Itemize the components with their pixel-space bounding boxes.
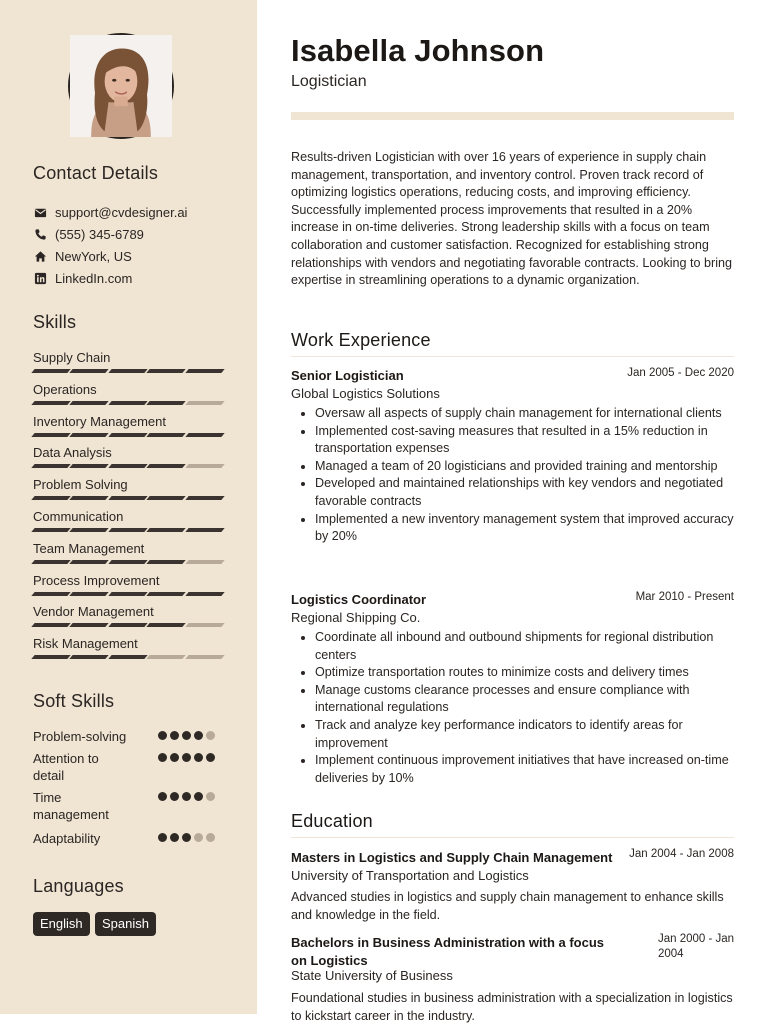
- rating-dot: [158, 833, 167, 842]
- rating-dot: [206, 753, 215, 762]
- skill-item: [33, 444, 223, 468]
- language-badge: English: [33, 912, 90, 936]
- skill-level-segment: [31, 369, 71, 373]
- skill-item: [33, 476, 223, 500]
- skill-level-segment: [147, 464, 187, 468]
- skill-level-segment: [185, 433, 225, 437]
- job-bullets: [291, 629, 736, 787]
- list-item: Implement continuous improvement initiatives that have increased on-time deliveries by 10%: [291, 752, 736, 787]
- skill-level-segment: [185, 401, 225, 405]
- skill-name: Problem Solving: [33, 477, 128, 492]
- main-content: [257, 0, 768, 1023]
- rating-dot: [170, 792, 179, 801]
- education-description: Advanced studies in logistics and supply chain management to enhance skills and knowledge in the field.: [291, 890, 724, 922]
- skill-level-segment: [31, 464, 71, 468]
- skill-level-bars: [33, 496, 223, 500]
- list-item: Managed a team of 20 logisticians and provided training and mentorship: [291, 458, 736, 476]
- skill-level-segment: [185, 655, 225, 659]
- school-name: State University of Business: [291, 968, 453, 983]
- contact-heading: Contact Details: [33, 163, 159, 183]
- rating-dot: [206, 731, 215, 740]
- skill-level-segment: [31, 655, 71, 659]
- language-badge: Spanish: [95, 912, 156, 936]
- skill-level-segment: [70, 464, 110, 468]
- skill-level-segment: [185, 623, 225, 627]
- rating-dot: [194, 833, 203, 842]
- skill-level-segment: [108, 369, 148, 373]
- skill-level-segment: [147, 623, 187, 627]
- rating-dot: [182, 753, 191, 762]
- skill-name: Operations: [33, 382, 97, 397]
- skill-item: [33, 635, 223, 659]
- skill-level-segment: [147, 401, 187, 405]
- skill-level-segment: [147, 496, 187, 500]
- skill-level-segment: [108, 623, 148, 627]
- skill-level-segment: [31, 401, 71, 405]
- rating-dot: [194, 792, 203, 801]
- soft-skill-item: [33, 789, 223, 823]
- skill-level-segment: [31, 560, 71, 564]
- skill-level-segment: [147, 592, 187, 596]
- soft-skill-name: Problem-solving: [33, 729, 127, 744]
- skill-level-segment: [185, 592, 225, 596]
- degree-title: Masters in Logistics and Supply Chain Management: [291, 850, 613, 865]
- skill-level-segment: [185, 369, 225, 373]
- skill-item: [33, 349, 223, 373]
- skill-level-segment: [108, 592, 148, 596]
- work-experience-heading: Work Experience: [291, 330, 431, 350]
- skill-level-segment: [31, 496, 71, 500]
- list-item: Coordinate all inbound and outbound shipments for regional distribution centers: [291, 629, 736, 664]
- skill-level-segment: [70, 528, 110, 532]
- soft-skill-name: Attention to detail: [33, 751, 99, 783]
- skill-name: Communication: [33, 509, 124, 524]
- list-item: Oversaw all aspects of supply chain management for international clients: [291, 405, 736, 423]
- skill-level-segment: [70, 496, 110, 500]
- contact-location-text: NewYork, US: [55, 248, 132, 264]
- skill-item: [33, 381, 223, 405]
- soft-skill-name: Time management: [33, 790, 109, 822]
- skill-level-bars: [33, 560, 223, 564]
- skill-item: [33, 572, 223, 596]
- contact-linkedin-text: LinkedIn.com: [55, 270, 133, 286]
- skill-level-bars: [33, 623, 223, 627]
- rating-dot: [158, 731, 167, 740]
- candidate-name: Isabella Johnson: [291, 33, 545, 68]
- skill-level-segment: [31, 433, 71, 437]
- skill-level-segment: [147, 528, 187, 532]
- avatar-portrait: [70, 35, 172, 137]
- skill-level-segment: [70, 369, 110, 373]
- list-item: Developed and maintained relationships with key vendors and negotiated favorable contracts: [291, 475, 736, 510]
- contact-phone-text: (555) 345-6789: [55, 226, 144, 242]
- soft-skill-dots: [158, 833, 215, 842]
- education-dates: Jan 2000 - Jan 2004: [658, 933, 735, 960]
- home-icon: [33, 249, 47, 263]
- rating-dot: [194, 753, 203, 762]
- skill-level-segment: [70, 592, 110, 596]
- soft-skills-heading: Soft Skills: [33, 691, 115, 711]
- degree-title: Bachelors in Business Administration with a focus on Logistics: [291, 935, 605, 968]
- list-item: Implemented cost-saving measures that resulted in a 15% reduction in transportation expenses: [291, 423, 736, 458]
- section-divider: [291, 356, 734, 357]
- rating-dot: [194, 731, 203, 740]
- candidate-role: Logistician: [291, 73, 367, 90]
- rating-dot: [170, 731, 179, 740]
- education-heading: Education: [291, 811, 373, 831]
- rating-dot: [206, 792, 215, 801]
- rating-dot: [206, 833, 215, 842]
- skill-level-bars: [33, 369, 223, 373]
- list-item: Implemented a new inventory management system that improved accuracy by 20%: [291, 511, 736, 546]
- job-bullets: [291, 405, 736, 546]
- skill-level-bars: [33, 464, 223, 468]
- rating-dot: [182, 833, 191, 842]
- skill-item: [33, 540, 223, 564]
- skill-name: Data Analysis: [33, 445, 112, 460]
- section-divider: [291, 837, 734, 838]
- skill-level-segment: [108, 655, 148, 659]
- skill-level-segment: [70, 401, 110, 405]
- job-title: Logistics Coordinator: [291, 592, 427, 607]
- job-company: Regional Shipping Co.: [291, 610, 421, 625]
- skill-level-segment: [70, 623, 110, 627]
- accent-divider: [291, 112, 734, 120]
- soft-skill-dots: [158, 792, 215, 801]
- soft-skill-dots: [158, 731, 215, 740]
- profile-photo: [68, 33, 174, 139]
- skill-level-bars: [33, 655, 223, 659]
- contact-location: [33, 247, 132, 265]
- rating-dot: [158, 753, 167, 762]
- phone-icon: [33, 227, 47, 241]
- skill-name: Team Management: [33, 541, 145, 556]
- education-dates: Jan 2004 - Jan 2008: [629, 848, 734, 860]
- linkedin-icon: [33, 271, 47, 285]
- skill-level-bars: [33, 433, 223, 437]
- skill-name: Vendor Management: [33, 604, 154, 619]
- languages-heading: Languages: [33, 876, 124, 896]
- soft-skill-item: [33, 728, 223, 745]
- contact-linkedin[interactable]: [33, 269, 132, 287]
- contact-phone[interactable]: [33, 225, 144, 243]
- school-name: University of Transportation and Logistics: [291, 868, 529, 883]
- job-dates: Jan 2005 - Dec 2020: [627, 367, 734, 379]
- list-item: Track and analyze key performance indicators to identify areas for improvement: [291, 717, 736, 752]
- job-dates: Mar 2010 - Present: [635, 591, 734, 603]
- skill-level-segment: [108, 560, 148, 564]
- skill-name: Process Improvement: [33, 573, 160, 588]
- skill-level-segment: [185, 528, 225, 532]
- job-company: Global Logistics Solutions: [291, 386, 440, 401]
- skill-level-segment: [147, 655, 187, 659]
- skill-level-segment: [185, 496, 225, 500]
- skill-level-segment: [31, 528, 71, 532]
- skill-name: Inventory Management: [33, 414, 166, 429]
- skill-level-segment: [108, 401, 148, 405]
- skill-level-segment: [70, 560, 110, 564]
- skill-level-segment: [185, 464, 225, 468]
- rating-dot: [182, 731, 191, 740]
- skill-level-segment: [31, 592, 71, 596]
- skill-item: [33, 413, 223, 437]
- job-title: Senior Logistician: [291, 368, 404, 383]
- skill-level-bars: [33, 528, 223, 532]
- skill-level-bars: [33, 401, 223, 405]
- skill-level-segment: [185, 560, 225, 564]
- soft-skill-item: [33, 830, 223, 847]
- skill-level-segment: [147, 560, 187, 564]
- skill-item: [33, 603, 223, 627]
- soft-skill-name: Adaptability: [33, 831, 101, 846]
- skill-level-segment: [70, 655, 110, 659]
- skill-level-segment: [147, 433, 187, 437]
- skill-name: Supply Chain: [33, 350, 111, 365]
- rating-dot: [182, 792, 191, 801]
- skill-level-segment: [31, 623, 71, 627]
- skill-level-segment: [108, 433, 148, 437]
- rating-dot: [170, 753, 179, 762]
- skill-level-segment: [108, 528, 148, 532]
- rating-dot: [158, 792, 167, 801]
- skill-level-segment: [108, 464, 148, 468]
- skill-level-segment: [108, 496, 148, 500]
- soft-skill-item: [33, 750, 223, 784]
- skill-level-bars: [33, 592, 223, 596]
- rating-dot: [170, 833, 179, 842]
- envelope-icon: [33, 205, 47, 219]
- skill-level-segment: [70, 433, 110, 437]
- skill-item: [33, 508, 223, 532]
- sidebar: [0, 0, 257, 1014]
- contact-email[interactable]: [33, 203, 187, 221]
- education-description: Foundational studies in business administration with a specialization in logistics to kickstart career in the industry.: [291, 991, 733, 1023]
- soft-skill-dots: [158, 753, 215, 762]
- profile-summary: Results-driven Logistician with over 16 years of experience in supply chain management, transportation, and inventory control. Proven track record of optimizing logistics operations, reducing costs, and improving efficiency. Successfully implemented process improvements that resulted in a 20% increase in on-time deliveries. Strong leadership skills with a focus on team collaboration and customer satisfaction. Recognized for establishing strong relationships with vendors and negotiating favorable contracts. Looking to bring expertise in streamlining operations to a dynamic organization.: [291, 150, 733, 288]
- skill-level-segment: [147, 369, 187, 373]
- contact-email-text: support@cvdesigner.ai: [55, 204, 188, 220]
- list-item: Manage customs clearance processes and ensure compliance with international regulations: [291, 682, 736, 717]
- skill-name: Risk Management: [33, 636, 138, 651]
- skills-heading: Skills: [33, 312, 77, 332]
- list-item: Optimize transportation routes to minimize costs and delivery times: [291, 664, 736, 682]
